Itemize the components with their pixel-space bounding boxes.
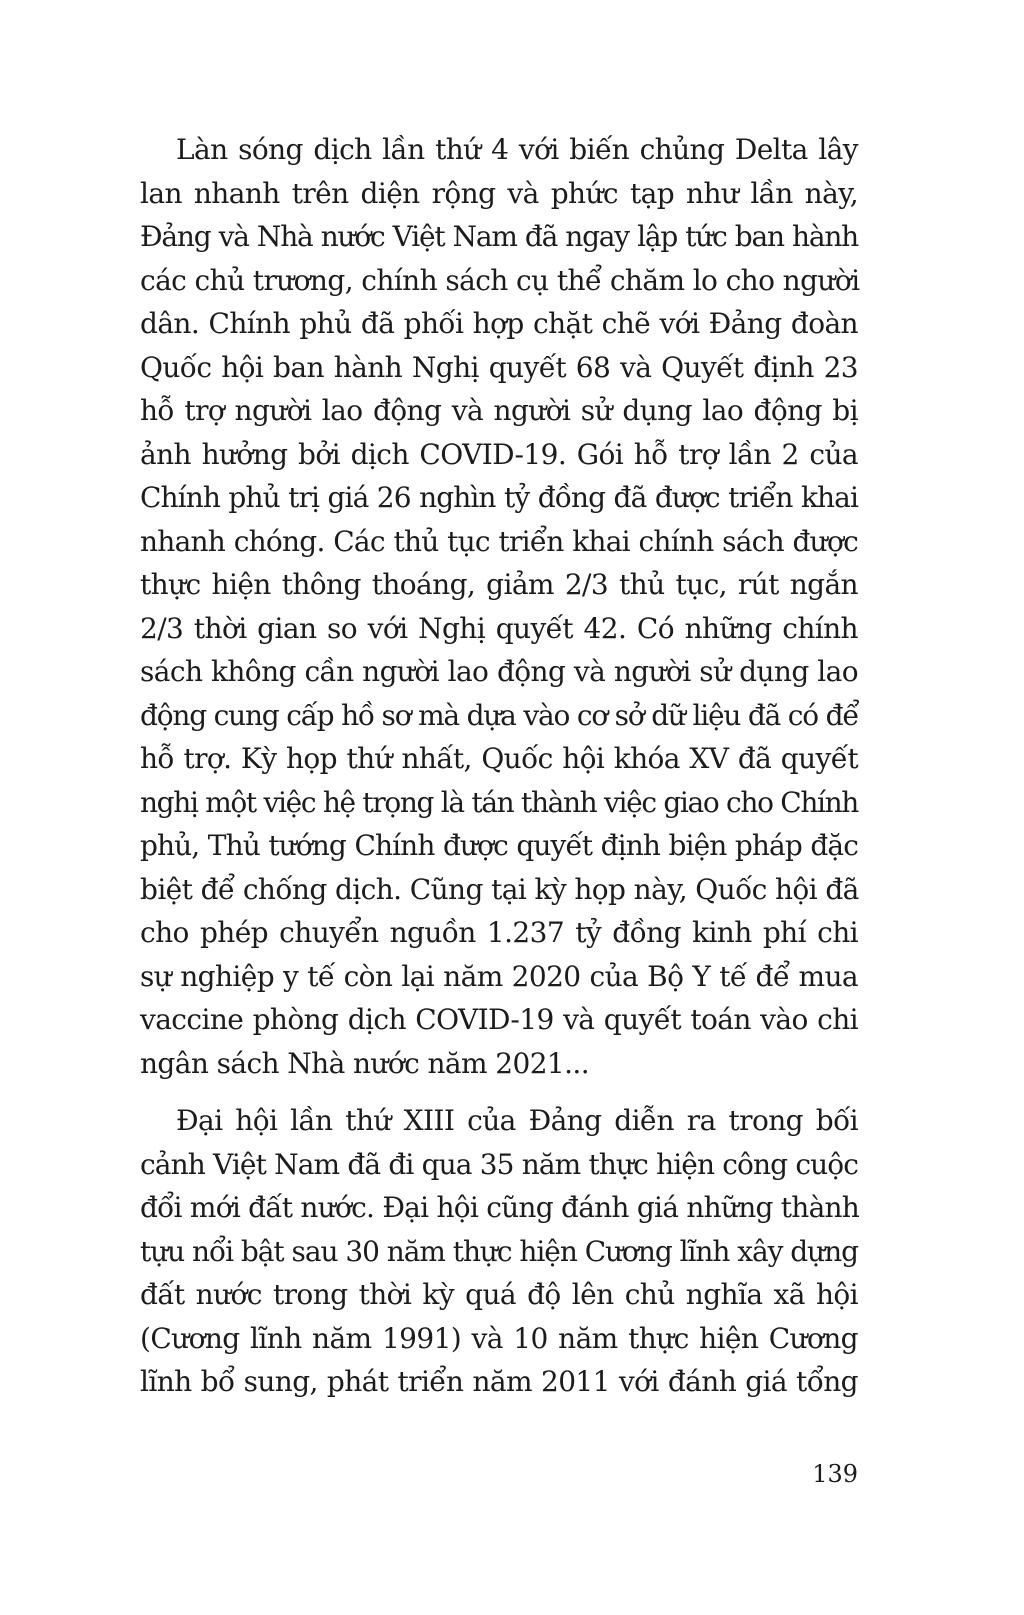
text-line: các chủ trương, chính sách cụ thể chăm lo cho người [140,263,860,297]
text-line: cảnh Việt Nam đã đi qua 35 năm thực hiện công cuộc [140,1147,858,1181]
page-number: 139 [812,1460,858,1488]
text-line: tựu nổi bật sau 30 năm thực hiện Cương lĩnh xây dựng [140,1234,858,1268]
text-line: đất nước trong thời kỳ quá độ lên chủ nghĩa xã hội [140,1278,858,1311]
text-line: vaccine phòng dịch COVID-19 và quyết toán vào chi [140,1003,858,1036]
paragraph-2 [140,1099,858,1404]
text-line: Đại hội lần thứ XIII của Đảng diễn ra trong bối [176,1104,858,1137]
text-line: biệt để chống dịch. Cũng tại kỳ họp này, Quốc hội đã [140,872,859,906]
text-line: sách không cần người lao động và người sử dụng lao [140,655,858,688]
text-line: nghị một việc hệ trọng là tán thành việc giao cho Chính [140,785,858,819]
text-line: thực hiện thông thoáng, giảm 2/3 thủ tục, rút ngắn [140,568,858,601]
text-line: cho phép chuyển nguồn 1.237 tỷ đồng kinh phí chi [140,916,858,949]
text-line: Chính phủ trị giá 26 nghìn tỷ đồng đã được triển khai [140,481,858,514]
text-line: phủ, Thủ tướng Chính được quyết định biện pháp đặc [140,829,858,862]
text-line: (Cương lĩnh năm 1991) và 10 năm thực hiện Cương [140,1321,858,1355]
text-line: đổi mới đất nước. Đại hội cũng đánh giá những thành [140,1191,860,1224]
paragraph-1 [140,128,858,1085]
text-line: lan nhanh trên diện rộng và phức tạp như lần này, [140,176,858,210]
text-line: nhanh chóng. Các thủ tục triển khai chính sách được [140,524,858,558]
text-line: sự nghiệp y tế còn lại năm 2020 của Bộ Y tế để mua [140,959,858,993]
text-line: Làn sóng dịch lần thứ 4 với biến chủng Delta lây [176,133,858,166]
text-line: hỗ trợ. Kỳ họp thứ nhất, Quốc hội khóa XV đã quyết [140,742,858,775]
paragraph-spacer [140,1085,858,1099]
body-text [140,128,858,1404]
text-line: dân. Chính phủ đã phối hợp chặt chẽ với Đảng đoàn [140,307,858,340]
text-line: ngân sách Nhà nước năm 2021... [140,1046,590,1080]
text-line: Đảng và Nhà nước Việt Nam đã ngay lập tức ban hành [140,220,858,253]
text-line: lĩnh bổ sung, phát triển năm 2011 với đánh giá tổng [140,1365,858,1398]
text-line: ảnh hưởng bởi dịch COVID-19. Gói hỗ trợ lần 2 của [140,437,858,471]
text-line: Quốc hội ban hành Nghị quyết 68 và Quyết định 23 [140,350,858,384]
text-line: hỗ trợ người lao động và người sử dụng lao động bị [140,394,858,427]
text-line: động cung cấp hồ sơ mà dựa vào cơ sở dữ liệu đã có để [140,698,859,732]
text-line: 2/3 thời gian so với Nghị quyết 42. Có những chính [140,611,858,645]
